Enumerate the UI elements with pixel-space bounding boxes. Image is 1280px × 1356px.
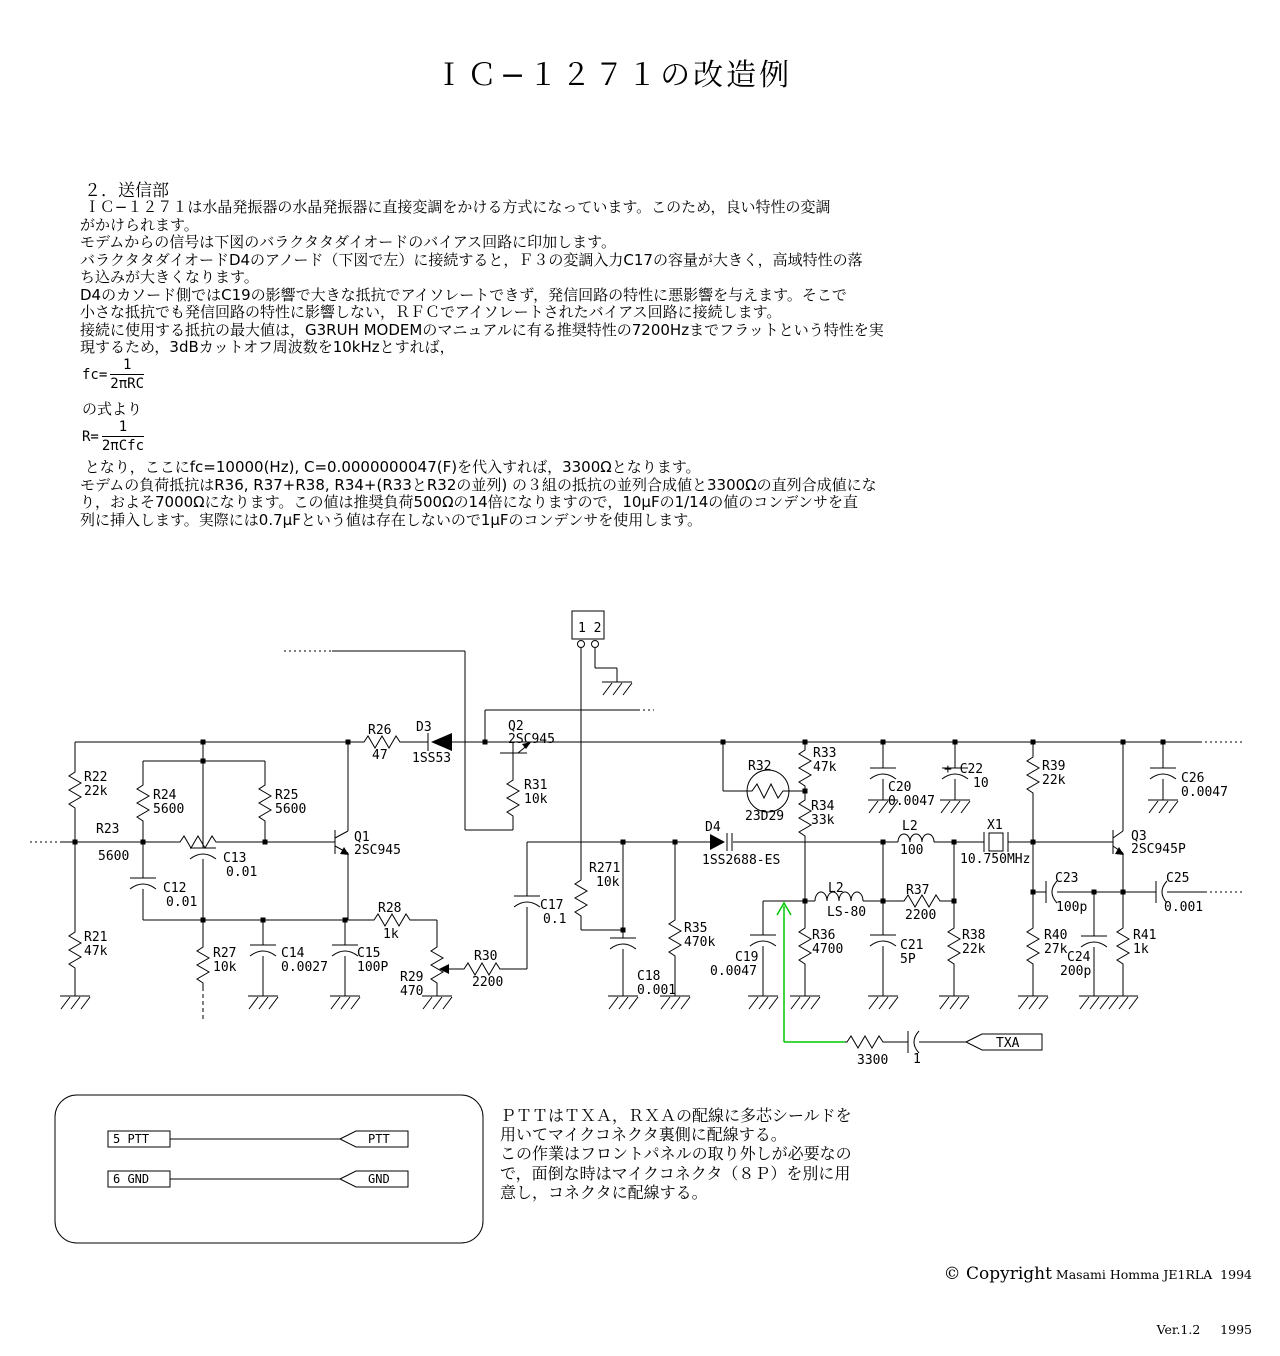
component-label: 5600 (153, 802, 185, 817)
text-line: ＰＴＴはＴＸＡ，ＲＸＡの配線に多芯シールドを (500, 1106, 852, 1125)
component-label: 3300 (857, 1053, 889, 1068)
formula-lhs: R= (82, 428, 99, 445)
pin6-label: 6 GND (113, 1172, 150, 1186)
text-line: で，面倒な時はマイクコネクタ（８Ｐ）を別に用 (500, 1163, 851, 1183)
component-label: R41 (1133, 928, 1157, 943)
component-label: 2200 (905, 908, 937, 923)
component-label: 5600 (275, 802, 307, 817)
component-label: C12 (163, 881, 187, 896)
text-line: 接続に使用する抵抗の最大値は，G3RUH MODEMのマニュアルに有る推奨特性の7200Hzまでフラットという特性を実 (80, 320, 884, 339)
component-label: C18 (637, 969, 661, 984)
component-label: 22k (1042, 773, 1066, 788)
component-label: 100 (900, 843, 924, 858)
formula-fc (82, 357, 144, 392)
component-label: 0.1 (543, 912, 567, 927)
formula-denominator: 2πCfc (101, 438, 145, 454)
component-label: C17 (540, 898, 564, 913)
component-label: 27k (1044, 942, 1068, 957)
component-label: R25 (275, 788, 299, 803)
copyright (900, 1226, 1252, 1356)
page-title: ＩＣ−１２７１の改造例 (434, 58, 793, 93)
component-label: 1SS53 (412, 751, 452, 766)
component-label: R31 (524, 778, 548, 793)
text-line: ち込みが大きくなります。 (80, 268, 259, 286)
component-label: L2 (828, 881, 844, 896)
component-label: C24 (1067, 950, 1091, 965)
component-label: 100P (357, 960, 389, 975)
txa-feed (777, 903, 1042, 1051)
component-label: C13 (223, 851, 247, 866)
body-paragraph-2 (80, 459, 877, 529)
component-label: 47 (372, 748, 388, 763)
copyright-word: © Copyright (943, 1264, 1052, 1284)
component-label: X1 (987, 818, 1003, 833)
component-label: C25 (1166, 871, 1190, 886)
formula-numerator: 1 (102, 419, 144, 437)
component-label: 2SC945P (1131, 842, 1186, 857)
component-label: R22 (84, 770, 108, 785)
component-label: 0.0047 (1181, 785, 1228, 800)
component-label: Q1 (354, 830, 370, 845)
component-label: 1 (913, 1052, 921, 1067)
component-label: 0.001 (637, 983, 677, 998)
diode-d3 (428, 733, 452, 751)
component-label: D3 (416, 720, 432, 735)
component-label: R29 (400, 970, 424, 985)
component-label: C23 (1055, 871, 1079, 886)
component-label: 0.0047 (888, 794, 935, 809)
component-label: R24 (153, 788, 177, 803)
component-label: 1k (383, 927, 399, 942)
component-label: R30 (474, 949, 498, 964)
text-line: 現するため，3dBカットオフ周波数を10kHzとすれば， (80, 338, 455, 356)
component-label: LS-80 (827, 905, 867, 920)
component-label: 33k (811, 813, 835, 828)
component-label: Q2 (508, 719, 524, 734)
component-label: 10k (596, 875, 620, 890)
component-label: 22k (84, 784, 108, 799)
text-line: がかけられます。 (80, 215, 199, 234)
formula-r (82, 419, 144, 454)
copyright-line1 (900, 1264, 1252, 1284)
component-label: 10k (213, 960, 237, 975)
component-label: R34 (811, 799, 835, 814)
text-line: り，およそ7000Ωになります。この値は推奨負荷500Ωの14倍になりますので，10μFの1/14の値のコンデンサを直 (80, 493, 858, 511)
component-label: C15 (357, 946, 381, 961)
component-label: 0.001 (1164, 900, 1204, 915)
wiring-note (500, 1106, 852, 1202)
component-label: R23 (96, 822, 120, 837)
crystal-x1 (984, 832, 1008, 852)
component-label: 470 (400, 984, 424, 999)
text-line: ＩＣ−１２７１は水晶発振器の水晶発振器に直接変調をかける方式になっています。このため，良い特性の変調 (80, 198, 831, 216)
component-label: 23D29 (745, 809, 785, 824)
component-label: 1SS2688-ES (702, 853, 781, 868)
component-label: 4700 (812, 942, 844, 957)
component-label: R36 (812, 928, 836, 943)
component-label: R28 (378, 901, 402, 916)
component-label: R37 (906, 883, 930, 898)
copyright-line2: Ver.1.2 1995 (1156, 1322, 1252, 1337)
connector-12 (572, 611, 604, 648)
text-line: D4のカソード側ではC19の影響で大きな抵抗でアイソレートできず，発信回路の特性に悪影響を与えます。そこで (80, 285, 847, 304)
section-heading: ２．送信部 (84, 181, 169, 201)
component-label: 5600 (98, 849, 130, 864)
formula-lhs: fc= (82, 366, 108, 383)
component-label: 10 (973, 776, 989, 791)
component-label: L2 (902, 819, 918, 834)
component-label: 200p (1060, 964, 1092, 979)
copyright-author: Masami Homma JE1RLA 1994 (1051, 1267, 1252, 1282)
component-label: 10k (524, 792, 548, 807)
component-label: R40 (1044, 928, 1068, 943)
text-line: 用いてマイクコネクタ裏側に配線する。 (500, 1125, 787, 1145)
component-label: R32 (748, 759, 772, 774)
component-label: C26 (1181, 771, 1205, 786)
component-label: 5P (900, 952, 916, 967)
component-label: C14 (281, 946, 305, 961)
component-label: D4 (705, 820, 721, 835)
component-label: 47k (813, 760, 837, 775)
text-line: モデムからの信号は下図のバラクタタダイオードのバイアス回路に印加します。 (80, 233, 616, 251)
component-label: R26 (368, 723, 392, 738)
text-line: バラクタタダイオードD4のアノード（下図で左）に接続すると，Ｆ３の変調入力C17の容量が大きく，高域特性の落 (80, 250, 863, 269)
formula-connector-text: の式より (82, 400, 143, 418)
formula-numerator: 1 (110, 357, 144, 375)
component-label: C21 (900, 938, 924, 953)
component-label: C20 (888, 780, 912, 795)
text-line: この作業はフロントパネルの取り外しが必要なの (500, 1144, 852, 1164)
component-label: R27 (213, 946, 237, 961)
component-label: 2SC945 (354, 843, 401, 858)
formula-denominator: 2πRC (110, 376, 145, 392)
component-label: R35 (684, 921, 708, 936)
text-line: モデムの負荷抵抗はR36, R37+R38, R34+(R33とR32の並列) の３組の抵抗の並列合成値と3300Ωの直列合成値にな (80, 475, 877, 494)
component-label: 1k (1133, 942, 1149, 957)
varistor-r32 (747, 770, 789, 812)
component-label: 0.01 (166, 895, 198, 910)
ptt-tag-label: PTT (368, 1132, 390, 1146)
txa-tag-label: TXA (996, 1036, 1020, 1051)
component-label: 470k (684, 935, 716, 950)
component-label: R21 (84, 930, 108, 945)
text-line: 意し，コネクタに配線する。 (500, 1182, 708, 1202)
component-label: 0.01 (226, 865, 258, 880)
component-labels (84, 719, 1228, 1068)
body-paragraph-1 (80, 199, 884, 357)
mic-connector-box (55, 1095, 483, 1243)
component-label: Q3 (1131, 829, 1147, 844)
component-label: 0.0047 (710, 964, 757, 979)
pin5-label: 5 PTT (113, 1132, 150, 1146)
text-line: 列に挿入します。実際には0.7μFという値は存在しないので1μFのコンデンサを使用します。 (80, 510, 703, 529)
gnd-tag-label: GND (368, 1172, 390, 1186)
component-label: 100p (1056, 900, 1088, 915)
text-line: 小さな抵抗でも発信回路の特性に影響しない，ＲＦＣでアイソレートされたバイアス回路に接続します。 (80, 303, 782, 321)
component-label: R271 (589, 861, 621, 876)
connector-12-label: 1 2 (578, 621, 602, 636)
component-label: 10.750MHz (960, 852, 1031, 867)
component-label: C19 (735, 950, 759, 965)
component-label: 2SC945 (508, 732, 555, 747)
component-label: 22k (962, 942, 986, 957)
component-label: 47k (84, 944, 108, 959)
component-label: 2200 (472, 975, 504, 990)
junction-dots (73, 740, 1166, 933)
component-label: R33 (813, 746, 837, 761)
component-label: R38 (962, 928, 986, 943)
varactor-d4 (710, 833, 732, 851)
resistors (69, 736, 1129, 1048)
component-label: R39 (1042, 759, 1066, 774)
component-label: + C22 (944, 762, 984, 777)
text-line: となり，ここにfc=10000(Hz), C=0.0000000047(F)を代入すれば，3300Ωとなります。 (80, 458, 701, 476)
component-label: 0.0027 (281, 960, 328, 975)
